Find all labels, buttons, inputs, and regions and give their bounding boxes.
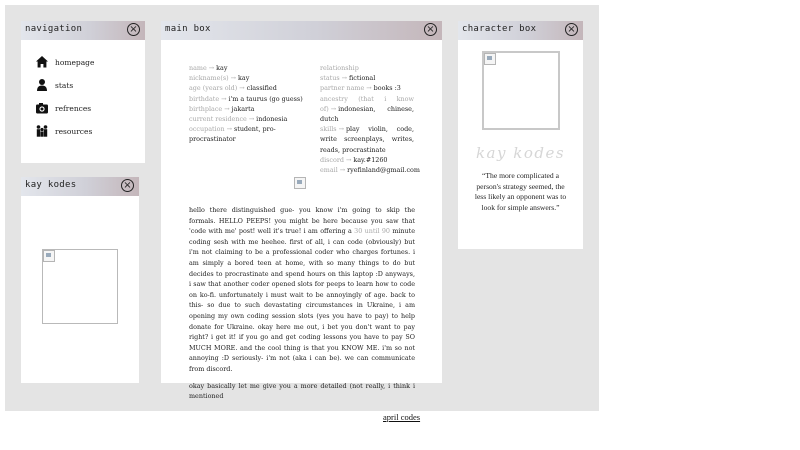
close-icon[interactable]: × [127, 23, 140, 36]
user-icon [35, 78, 49, 92]
nav-item-homepage[interactable] [35, 54, 94, 70]
navigation-title: navigation [25, 24, 83, 34]
character-box [458, 21, 583, 249]
character-image-placeholder [482, 51, 560, 130]
broken-image-icon [43, 250, 55, 262]
info-row: discord → kay.#1260 [320, 155, 388, 164]
info-row: email → ryefinland@gmail.com [320, 166, 420, 175]
kay-kodes-header [21, 177, 139, 196]
nav-label: resources [55, 126, 93, 136]
info-row: skills → play violin, code, write screenplays, writes, reads, procrastinate [320, 125, 414, 154]
info-row: birthplace → jakarta [189, 104, 255, 113]
info-row: name → kay [189, 64, 228, 72]
broken-image-icon [484, 53, 496, 65]
intro-paragraph: hello there distinguished gue- you know i'm going to skip the formals. HELLO PEEPS! you might be here because you saw that 'code with me' post! well it's true! i am offering a 30 until 90 minute coding sesh with me heehee. first of all, i can code (obviously) but i'm not claiming to be a professional coder who charges fortunes. i am simply a bored teen at home, with so many things to do but decides to procrastinate and spend hours on this laptop :D anyways, i saw that another coder opened slots for peeps to learn how to code on ko-fi. unfortunately i must wait to be annoyingly of age. back to this- so due to such devastating circumstances in Ukraine, i am opening my own coding session slots (yes you have to pay) to help donate for Ukraine. okay here me out, i bet you don't want to pay right? i get it! if you go and get coding lessons you have to pay SO MUCH MORE. and the cool thing is that you KNOW ME. i'm so not annoying :D seriously- i'm not (aka i can be). we can communicate from discord. [189, 206, 416, 373]
info-right-column [320, 63, 420, 175]
footer-credit-link[interactable]: april codes [383, 412, 421, 422]
nav-label: homepage [55, 57, 95, 67]
main-box-title: main box [165, 24, 211, 34]
camera-icon [35, 101, 49, 115]
character-quote: “The more complicated a person's strategy seemed, the less likely an opponent was to look for simple answers.” [474, 171, 567, 212]
page-background [5, 5, 599, 411]
info-row: ancestry (that i know of) → indonesian, chinese, dutch [320, 94, 414, 124]
people-icon [35, 124, 49, 138]
navigation-header [21, 21, 145, 40]
close-icon[interactable]: × [424, 23, 437, 36]
signature-text: kay kodes [475, 144, 566, 162]
info-row: relationship status → fictional [320, 64, 376, 83]
character-box-header [458, 21, 583, 40]
nav-item-refrences[interactable] [35, 100, 91, 116]
info-row: current residence → indonesia [189, 115, 288, 124]
main-text-scroll[interactable] [189, 205, 416, 401]
info-left-column [189, 63, 314, 145]
info-row: birthdate → i'm a taurus (go guess) [189, 94, 303, 103]
main-box [161, 21, 442, 401]
nav-label: refrences [55, 103, 92, 113]
close-icon[interactable]: × [121, 179, 134, 192]
kay-kodes-box [21, 177, 139, 383]
character-box-title: character box [462, 24, 537, 34]
home-icon [35, 55, 49, 69]
nav-item-stats[interactable] [35, 77, 73, 93]
kay-kodes-title: kay kodes [25, 180, 77, 190]
main-box-header [161, 21, 442, 40]
nav-item-resources[interactable] [35, 123, 92, 139]
broken-image-icon [294, 177, 306, 189]
image-placeholder [42, 249, 118, 324]
navigation-box [21, 21, 145, 163]
info-row: partner name → books :3 [320, 84, 401, 93]
close-icon[interactable]: × [565, 23, 578, 36]
info-row: occupation → student, pro-procrastinator [189, 125, 276, 144]
info-row: nickname(s) → kay [189, 74, 250, 83]
second-paragraph: okay basically let me give you a more detailed (not really, i think i mentioned [189, 381, 415, 401]
nav-label: stats [55, 80, 74, 90]
info-row: age (years old) → classified [189, 84, 277, 93]
